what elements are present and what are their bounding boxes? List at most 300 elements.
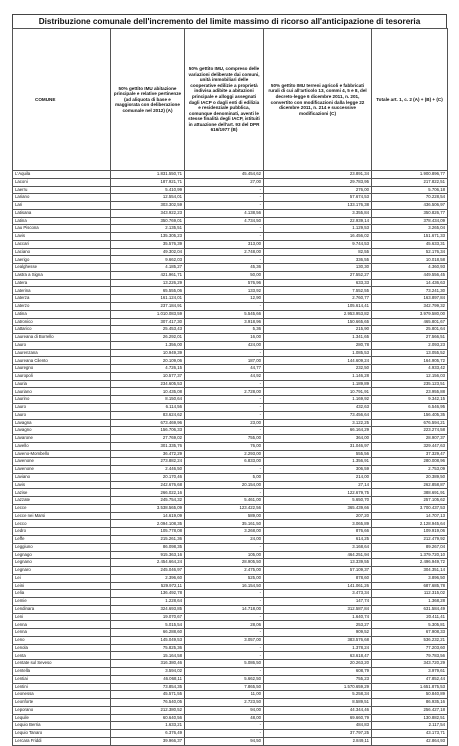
cell-total: 23.955,88	[372, 388, 448, 396]
cell-comune: Legnaro	[13, 567, 111, 575]
cell-comune: Lenna	[13, 629, 111, 637]
cell-col-c: 306,59	[264, 466, 372, 474]
cell-col-a: 65.555,06	[111, 287, 185, 295]
cell-comune: Lavagna	[13, 419, 111, 427]
table-row	[13, 730, 448, 738]
cell-col-a: 10.435,08	[111, 388, 185, 396]
cell-col-b: 28.905,50	[185, 559, 264, 567]
table-body	[13, 171, 448, 746]
cell-comune: Lercara Friddi	[13, 737, 111, 745]
cell-total: 449.556,45	[372, 271, 448, 279]
cell-col-a: 5.015,54	[111, 621, 185, 629]
cell-total: 536.232,21	[372, 636, 448, 644]
cell-col-b: -	[185, 403, 264, 411]
cell-total: 687.685,78	[372, 582, 448, 590]
cell-total: 3.979,61	[372, 668, 448, 676]
cell-col-a: 10.577,37	[111, 372, 185, 380]
cell-col-c: 1.129,53	[264, 225, 372, 233]
cell-col-a: 156.706,33	[111, 427, 185, 435]
cell-comune: Latronico	[13, 318, 111, 326]
cell-comune: Lenola	[13, 644, 111, 652]
cell-col-a: 66.288,60	[111, 629, 185, 637]
cell-col-b: 4.734,50	[185, 217, 264, 225]
table-row	[13, 629, 448, 637]
cell-col-a: 5.410,99	[111, 186, 185, 194]
header-col-b: 50% gettito IMU, compreso delle variazioni deliberate dai comuni, unità immobiliari delle cooperative edilizie a proprietà indivisa adibite a abitazioni principale e alloggi assegnati dagli IACP o dagli enti di edilizia e residenziale pubblica, comunque denominati, aventi le stesse finalità degli IACP, istituiti in attuazione dell'art. 93 del DPR 616/1977 (B)	[185, 29, 264, 171]
cell-col-a: 301.335,76	[111, 442, 185, 450]
cell-total: 378.434,09	[372, 217, 448, 225]
cell-col-b: -	[185, 256, 264, 264]
table-row	[13, 435, 448, 443]
cell-col-b: -	[185, 722, 264, 730]
cell-col-b: 105,00	[185, 551, 264, 559]
cell-comune: Lastra a Signa	[13, 271, 111, 279]
table-row	[13, 256, 448, 264]
cell-total: 388.691,91	[372, 489, 448, 497]
cell-total: 67.908,33	[372, 629, 448, 637]
cell-comune: Lecce nei Marsi	[13, 512, 111, 520]
cell-total: 235.123,51	[372, 380, 448, 388]
cell-total: 14.436,63	[372, 279, 448, 287]
cell-col-a: 20.109,06	[111, 357, 185, 365]
cell-comune: Laviano	[13, 473, 111, 481]
cell-col-b: 2.728,00	[185, 388, 264, 396]
cell-col-a: 60.640,56	[111, 714, 185, 722]
cell-total: 2.128.945,64	[372, 520, 448, 528]
table-row	[13, 675, 448, 683]
cell-col-c: 8.589,51	[264, 699, 372, 707]
cell-col-b: 16.154,50	[185, 582, 264, 590]
table-row	[13, 186, 448, 194]
cell-comune: Laerigo	[13, 256, 111, 264]
cell-col-c: 44.344,46	[264, 706, 372, 714]
cell-col-b: -	[185, 489, 264, 497]
cell-col-a: 673.469,96	[111, 419, 185, 427]
header-col-total: Totale art. 1, c. 2 (A) + (B) + (C)	[372, 29, 448, 171]
cell-col-a: 242.676,68	[111, 481, 185, 489]
cell-col-c: 29.783,95	[264, 178, 372, 186]
cell-total: 25.801,64	[372, 326, 448, 334]
table-row	[13, 248, 448, 256]
cell-comune: Lauropoli	[13, 372, 111, 380]
cell-comune: Lauro	[13, 403, 111, 411]
cell-col-b: -	[185, 466, 264, 474]
cell-comune: Lavello	[13, 442, 111, 450]
cell-col-b: 525,00	[185, 574, 264, 582]
cell-comune: Lecce	[13, 504, 111, 512]
header-comune: COMUNE	[13, 29, 111, 171]
cell-total: 9.342,15	[372, 396, 448, 404]
cell-col-c: 214,00	[264, 473, 372, 481]
cell-col-c: 555,56	[264, 450, 372, 458]
cell-comune: L'Aquila	[13, 171, 111, 179]
cell-col-c: 484,83	[264, 722, 372, 730]
cell-col-c: 464.251,94	[264, 551, 372, 559]
cell-col-a: 266.022,16	[111, 489, 185, 497]
cell-col-b: 3.268,00	[185, 528, 264, 536]
cell-col-a: 915.363,16	[111, 551, 185, 559]
cell-col-b: 11,00	[185, 691, 264, 699]
cell-col-b: -	[185, 233, 264, 241]
cell-col-c: 9.744,53	[264, 240, 372, 248]
cell-comune: Laveno-Mombello	[13, 450, 111, 458]
cell-total: 164.905,72	[372, 357, 448, 365]
cell-col-a: 14.619,09	[111, 512, 185, 520]
cell-comune: Lauro	[13, 341, 111, 349]
cell-col-b: -	[185, 186, 264, 194]
cell-col-c: 253,27	[264, 621, 372, 629]
cell-col-a: 2.094.108,35	[111, 520, 185, 528]
cell-col-a: 212.380,52	[111, 706, 185, 714]
table-row	[13, 473, 448, 481]
cell-total: 343.720,29	[372, 660, 448, 668]
cell-col-a: 161.124,01	[111, 295, 185, 303]
cell-col-b: 14.718,00	[185, 605, 264, 613]
cell-col-a: 10.949,39	[111, 349, 185, 357]
cell-col-c: 144.609,24	[264, 357, 372, 365]
cell-col-c: 82,55	[264, 248, 372, 256]
table-row	[13, 271, 448, 279]
cell-comune: Leni	[13, 613, 111, 621]
cell-total: 130.882,51	[372, 714, 448, 722]
cell-total: 1.900.896,77	[372, 171, 448, 179]
cell-col-a: 1.228,64	[111, 598, 185, 606]
cell-col-c: 1.356,91	[264, 458, 372, 466]
table-row	[13, 466, 448, 474]
cell-col-b: 2.723,50	[185, 699, 264, 707]
cell-total: 436.506,97	[372, 202, 448, 210]
cell-comune: Latina	[13, 217, 111, 225]
cell-comune: Lealghesse	[13, 264, 111, 272]
cell-comune: Laterzo	[13, 303, 111, 311]
cell-comune: Lattarico	[13, 326, 111, 334]
cell-col-c: 280,78	[264, 341, 372, 349]
cell-total: 6.546,95	[372, 403, 448, 411]
cell-total: 20.411,41	[372, 613, 448, 621]
cell-col-a: 83.624,62	[111, 411, 185, 419]
cell-comune: Lazise	[13, 489, 111, 497]
cell-col-c: 1.169,92	[264, 396, 372, 404]
cell-col-a: 6.376,49	[111, 730, 185, 738]
table-row	[13, 621, 448, 629]
cell-comune: Leonessa	[13, 691, 111, 699]
cell-col-a: 13.226,29	[111, 279, 185, 287]
cell-col-a: 27.769,02	[111, 435, 185, 443]
cell-comune: Leggiuno	[13, 543, 111, 551]
cell-col-a: 86.098,35	[111, 543, 185, 551]
cell-col-c: 3.473,34	[264, 590, 372, 598]
cell-col-c: 5.258,34	[264, 691, 372, 699]
cell-col-b: 755,00	[185, 435, 264, 443]
cell-col-a: 350.769,01	[111, 217, 185, 225]
cell-comune: Lemie	[13, 598, 111, 606]
cell-comune: Laconi	[13, 178, 111, 186]
cell-col-a: 19.070,67	[111, 613, 185, 621]
table-row	[13, 349, 448, 357]
table-row	[13, 326, 448, 334]
cell-comune: Lequile	[13, 714, 111, 722]
cell-col-b: 50,00	[185, 271, 264, 279]
cell-col-b: -	[185, 194, 264, 202]
table-row	[13, 613, 448, 621]
table-title: Distribuzione comunale dell'incremento del limite massimo di ricorso all'anticipazione di tesoreria	[12, 14, 447, 28]
cell-col-a: 324.693,85	[111, 605, 185, 613]
cell-col-b: -	[185, 613, 264, 621]
cell-total: 151.671,33	[372, 233, 448, 241]
cell-col-c: 276,00	[264, 186, 372, 194]
cell-comune: Laciano	[13, 248, 111, 256]
cell-col-a: 1.356,00	[111, 341, 185, 349]
cell-total: 112.315,02	[372, 590, 448, 598]
cell-total: 4.933,42	[372, 365, 448, 373]
cell-col-b: 45,36	[185, 264, 264, 272]
cell-comune: Laterina	[13, 287, 111, 295]
table-row	[13, 217, 448, 225]
cell-col-b: 6.833,00	[185, 458, 264, 466]
cell-col-a: 49.302,04	[111, 248, 185, 256]
cell-col-b: 2.293,00	[185, 450, 264, 458]
cell-col-b: 16,00	[185, 334, 264, 342]
cell-col-c: 207,20	[264, 512, 372, 520]
cell-comune: Latisana	[13, 209, 111, 217]
table-header	[13, 29, 448, 171]
cell-col-c: 364,00	[264, 435, 372, 443]
cell-comune: Lariano	[13, 194, 111, 202]
cell-col-a: 76.540,05	[111, 699, 185, 707]
cell-col-a: 307.417,30	[111, 318, 185, 326]
cell-comune: Lentini	[13, 683, 111, 691]
cell-col-b: 2.475,00	[185, 567, 264, 575]
table-row	[13, 636, 448, 644]
cell-col-a: 273.882,24	[111, 458, 185, 466]
cell-col-b: 589,00	[185, 512, 264, 520]
cell-col-b: -	[185, 652, 264, 660]
table-row	[13, 668, 448, 676]
cell-col-a: 343.922,23	[111, 209, 185, 217]
cell-total: 3.700.437,53	[372, 504, 448, 512]
cell-col-c: 147,74	[264, 598, 372, 606]
cell-comune: Lauria	[13, 380, 111, 388]
cell-total: 42.864,93	[372, 737, 448, 745]
cell-comune: Laurenzana	[13, 349, 111, 357]
table-row	[13, 683, 448, 691]
cell-comune: Lavagno	[13, 427, 111, 435]
cell-col-c: 27.552,27	[264, 271, 372, 279]
cell-comune: Lenta	[13, 652, 111, 660]
cell-total: 20.389,50	[372, 473, 448, 481]
cell-col-c: 608,79	[264, 668, 372, 676]
cell-col-c: 57.109,37	[264, 567, 372, 575]
cell-col-b: -	[185, 396, 264, 404]
cell-total: 163.897,84	[372, 295, 448, 303]
cell-col-c: 7.552,55	[264, 287, 372, 295]
cell-col-c: 1.570.659,29	[264, 683, 372, 691]
table-row	[13, 372, 448, 380]
cell-col-c: 10.791,91	[264, 388, 372, 396]
table-row	[13, 334, 448, 342]
cell-total: 79.783,56	[372, 652, 448, 660]
cell-total: 329.447,63	[372, 442, 448, 450]
cell-col-a: 2.396,60	[111, 574, 185, 582]
table-row	[13, 380, 448, 388]
table-row	[13, 644, 448, 652]
cell-total: 4.360,93	[372, 264, 448, 272]
cell-total: 47.852,44	[372, 675, 448, 683]
table-row	[13, 171, 448, 179]
cell-col-c: 13.339,55	[264, 559, 372, 567]
cell-col-a: 215.261,36	[111, 535, 185, 543]
cell-col-b: 45.454,62	[185, 171, 264, 179]
cell-total: 43.173,71	[372, 730, 448, 738]
cell-total: 465.801,67	[372, 318, 448, 326]
table-row	[13, 706, 448, 714]
cell-col-b: 187,00	[185, 357, 264, 365]
table-row	[13, 582, 448, 590]
cell-col-b: 94,00	[185, 706, 264, 714]
cell-total: 156.405,35	[372, 411, 448, 419]
cell-col-c: 2.849,11	[264, 737, 372, 745]
cell-comune: Laurino	[13, 396, 111, 404]
cell-col-b: 5,00	[185, 473, 264, 481]
cell-col-b: 2.748,00	[185, 248, 264, 256]
cell-col-b: 44,77	[185, 365, 264, 373]
cell-col-b: 133,92	[185, 287, 264, 295]
cell-total: 5.305,81	[372, 621, 448, 629]
cell-col-a: 316.380,46	[111, 660, 185, 668]
cell-col-b: -	[185, 303, 264, 311]
cell-col-b: 123.422,56	[185, 504, 264, 512]
cell-col-c: 57.674,53	[264, 194, 372, 202]
cell-col-c: 432,63	[264, 403, 372, 411]
cell-comune: Lavis	[13, 481, 111, 489]
table-row	[13, 691, 448, 699]
cell-col-c: 215,90	[264, 326, 372, 334]
cell-col-c: 150.665,65	[264, 318, 372, 326]
cell-total: 223.274,58	[372, 427, 448, 435]
cell-col-b: -	[185, 349, 264, 357]
cell-col-b: 35.161,50	[185, 520, 264, 528]
cell-col-c: 2.953.953,82	[264, 310, 372, 318]
cell-col-a: 2.446,50	[111, 466, 185, 474]
cell-comune: Lequio Tanaro	[13, 730, 111, 738]
cell-col-a: 8.150,64	[111, 396, 185, 404]
table-row	[13, 504, 448, 512]
cell-comune: Leonforte	[13, 699, 111, 707]
cell-col-a: 9.662,03	[111, 256, 185, 264]
cell-comune: Lavenone	[13, 466, 111, 474]
cell-total: 262.858,87	[372, 481, 448, 489]
cell-col-c: 133.176,38	[264, 202, 372, 210]
cell-col-c: 122.679,75	[264, 489, 372, 497]
table-row	[13, 535, 448, 543]
cell-col-a: 303.302,59	[111, 202, 185, 210]
cell-total: 28.907,37	[372, 435, 448, 443]
cell-total: 13.055,52	[372, 349, 448, 357]
cell-col-b: 27,00	[185, 178, 264, 186]
cell-total: 3.265,04	[372, 225, 448, 233]
cell-col-c: 1.378,24	[264, 644, 372, 652]
cell-col-b: -	[185, 202, 264, 210]
cell-total: 3.896,50	[372, 574, 448, 582]
cell-comune: Leno	[13, 636, 111, 644]
table-row	[13, 528, 448, 536]
cell-comune: Latina	[13, 310, 111, 318]
cell-col-a: 36.472,29	[111, 450, 185, 458]
cell-total: 89.267,04	[372, 543, 448, 551]
cell-col-a: 75.825,36	[111, 644, 185, 652]
table-row	[13, 411, 448, 419]
table-row	[13, 458, 448, 466]
cell-col-c: 69.660,79	[264, 714, 372, 722]
cell-col-c: 3.122,25	[264, 419, 372, 427]
cell-total: 12.156,03	[372, 372, 448, 380]
cell-total: 1.651.875,53	[372, 683, 448, 691]
table-row	[13, 699, 448, 707]
cell-comune: Lenna	[13, 621, 111, 629]
cell-col-c: 312.587,84	[264, 605, 372, 613]
cell-comune: Lauro	[13, 411, 111, 419]
cell-col-c: 66.164,29	[264, 427, 372, 435]
table-row	[13, 590, 448, 598]
cell-total: 342.799,32	[372, 303, 448, 311]
cell-col-b: -	[185, 427, 264, 435]
cell-col-b: -	[185, 598, 264, 606]
cell-col-b: -	[185, 543, 264, 551]
cell-col-c: 232,50	[264, 365, 372, 373]
cell-col-c: 755,23	[264, 675, 372, 683]
table-row	[13, 520, 448, 528]
table-row	[13, 396, 448, 404]
distribution-table	[12, 28, 448, 746]
table-row	[13, 489, 448, 497]
cell-col-c: 1.189,89	[264, 380, 372, 388]
cell-col-a: 1.831.550,71	[111, 171, 185, 179]
cell-col-b: 44,92	[185, 372, 264, 380]
cell-col-a: 3.538.565,09	[111, 504, 185, 512]
cell-col-c: 141.061,26	[264, 582, 372, 590]
cell-total: 217.822,51	[372, 178, 448, 186]
cell-comune: Leffe	[13, 535, 111, 543]
cell-col-c: 5.650,70	[264, 497, 372, 505]
cell-col-a: 187.921,71	[111, 178, 185, 186]
cell-col-b: 28,06	[185, 621, 264, 629]
cell-col-b: -	[185, 380, 264, 388]
cell-comune: Lauriano	[13, 388, 111, 396]
cell-col-b: 76,00	[185, 442, 264, 450]
cell-col-c: 37.797,25	[264, 730, 372, 738]
cell-total: 27.566,51	[372, 334, 448, 342]
cell-col-c: 365.439,66	[264, 504, 372, 512]
cell-total: 45.633,31	[372, 240, 448, 248]
cell-col-b: 7.865,50	[185, 683, 264, 691]
cell-total: 50.840,89	[372, 691, 448, 699]
table-row	[13, 194, 448, 202]
cell-col-b: -	[185, 629, 264, 637]
table-row	[13, 357, 448, 365]
cell-total: 37.329,47	[372, 450, 448, 458]
table-row	[13, 652, 448, 660]
cell-comune: Leini	[13, 582, 111, 590]
table-row	[13, 279, 448, 287]
table-row	[13, 388, 448, 396]
table-row	[13, 481, 448, 489]
cell-col-a: 105.778,08	[111, 528, 185, 536]
cell-comune: Lentella	[13, 668, 111, 676]
cell-col-b: 3.918,96	[185, 318, 264, 326]
cell-total: 2.496.949,72	[372, 559, 448, 567]
cell-total: 256.427,18	[372, 706, 448, 714]
cell-col-b: 23,00	[185, 419, 264, 427]
